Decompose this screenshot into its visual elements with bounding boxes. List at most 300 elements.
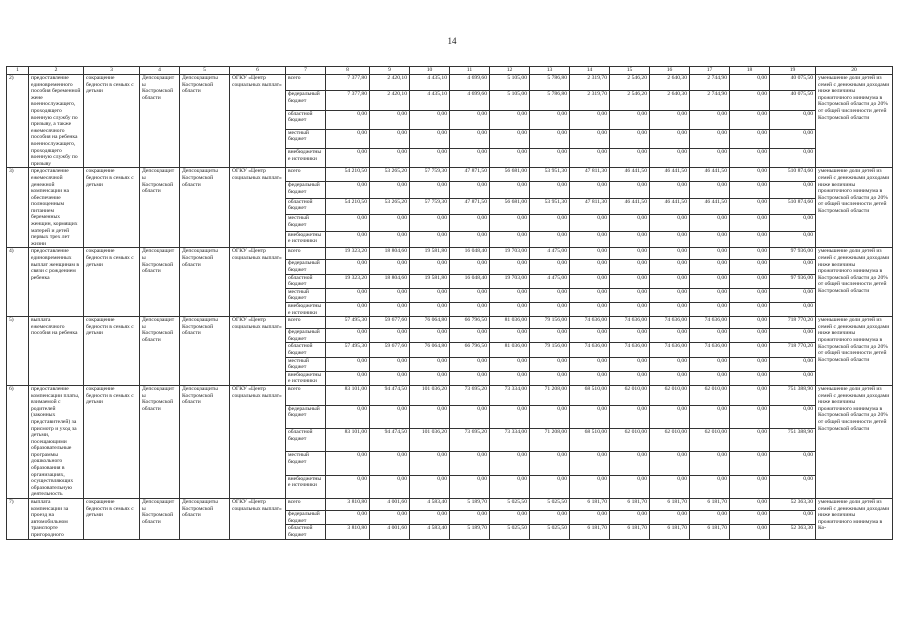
- amount-cell: 0,00: [770, 303, 816, 317]
- amount-cell: 71 208,00: [530, 429, 570, 452]
- amount-cell: 0,00: [530, 149, 570, 168]
- amount-cell: 0,00: [490, 215, 530, 232]
- amount-cell: 7 377,80: [326, 75, 370, 91]
- amount-cell: 4 699,60: [450, 91, 490, 110]
- participant: Депсоцзащиты Костромской области: [180, 248, 230, 317]
- amount-cell: 6 181,70: [570, 525, 610, 539]
- amount-cell: 2 744,90: [690, 75, 730, 91]
- amount-cell: 0,00: [326, 215, 370, 232]
- amount-cell: 0,00: [370, 475, 410, 498]
- amount-cell: 83 101,00: [326, 429, 370, 452]
- amount-cell: 5 025,50: [490, 525, 530, 539]
- amount-cell: 0,00: [770, 511, 816, 525]
- amount-cell: 0,00: [610, 215, 650, 232]
- amount-cell: 46 441,50: [650, 198, 690, 215]
- amount-cell: 4 699,60: [450, 75, 490, 91]
- amount-cell: 0,00: [650, 129, 690, 148]
- amount-cell: 19 703,00: [490, 248, 530, 260]
- funding-source: областной бюджет: [286, 274, 326, 288]
- amount-cell: 0,00: [690, 215, 730, 232]
- program-description: предоставление единовременных выплат женщинам в связи с рождением ребенка: [29, 248, 84, 317]
- amount-cell: 0,00: [450, 475, 490, 498]
- amount-cell: 0,00: [610, 231, 650, 248]
- implementing-organization: ОГКУ «Центр социальных выплат»: [230, 385, 286, 498]
- amount-cell: 40 075,50: [770, 91, 816, 110]
- column-header: 2: [29, 67, 84, 75]
- amount-cell: 57 495,30: [326, 343, 370, 357]
- amount-cell: 0,00: [410, 452, 450, 475]
- amount-cell: 0,00: [770, 182, 816, 199]
- amount-cell: 0,00: [690, 405, 730, 428]
- amount-cell: 0,00: [450, 182, 490, 199]
- amount-cell: 0,00: [650, 511, 690, 525]
- amount-cell: 0,00: [610, 288, 650, 302]
- column-header: 13: [530, 67, 570, 75]
- amount-cell: 0,00: [410, 329, 450, 343]
- expected-result: уменьшение доли детей из семей с денежными доходами ниже величины прожиточного минимума в Ко-: [816, 499, 893, 540]
- funding-source: областной бюджет: [286, 110, 326, 129]
- amount-cell: 0,00: [650, 110, 690, 129]
- column-header: 3: [84, 67, 140, 75]
- amount-cell: 0,00: [570, 260, 610, 274]
- amount-cell: 0,00: [530, 329, 570, 343]
- amount-cell: 0,00: [770, 110, 816, 129]
- amount-cell: 19 581,80: [410, 248, 450, 260]
- amount-cell: 81 036,00: [490, 343, 530, 357]
- amount-cell: 0,00: [650, 231, 690, 248]
- amount-cell: 0,00: [410, 149, 450, 168]
- amount-cell: 0,00: [730, 288, 770, 302]
- amount-cell: 74 636,00: [690, 343, 730, 357]
- amount-cell: 0,00: [450, 288, 490, 302]
- amount-cell: 0,00: [370, 357, 410, 371]
- program-goal: сокращение бедности в семьях с детьми: [84, 248, 140, 317]
- amount-cell: 0,00: [530, 231, 570, 248]
- amount-cell: 5 105,00: [490, 75, 530, 91]
- column-header: 15: [610, 67, 650, 75]
- page-number: 14: [447, 36, 457, 46]
- amount-cell: 0,00: [570, 303, 610, 317]
- amount-cell: 0,00: [570, 129, 610, 148]
- amount-cell: 0,00: [490, 452, 530, 475]
- amount-cell: 6 181,70: [650, 499, 690, 511]
- amount-cell: 0,00: [450, 260, 490, 274]
- amount-cell: 18 804,60: [370, 274, 410, 288]
- participant: Депсоцзащиты Костромской области: [180, 75, 230, 168]
- amount-cell: 0,00: [650, 371, 690, 385]
- funding-source: федеральный бюджет: [286, 405, 326, 428]
- amount-cell: 74 636,00: [690, 317, 730, 329]
- amount-cell: 0,00: [490, 329, 530, 343]
- column-header: 6: [230, 67, 286, 75]
- amount-cell: 0,00: [370, 329, 410, 343]
- amount-cell: 0,00: [690, 149, 730, 168]
- amount-cell: 0,00: [370, 231, 410, 248]
- amount-cell: 0,00: [370, 511, 410, 525]
- amount-cell: 0,00: [490, 129, 530, 148]
- expected-result: уменьшение доли детей из семей с денежными доходами ниже величины прожиточного минимума в Костромской области до 20% от общей численности детей Костромской области: [816, 248, 893, 317]
- program-row: [7, 75, 893, 91]
- amount-cell: 19 323,20: [326, 248, 370, 260]
- amount-cell: 46 441,50: [690, 168, 730, 182]
- amount-cell: 0,00: [410, 182, 450, 199]
- funding-source: областной бюджет: [286, 525, 326, 539]
- amount-cell: 0,00: [326, 231, 370, 248]
- column-header: 9: [370, 67, 410, 75]
- amount-cell: 0,00: [770, 129, 816, 148]
- amount-cell: 0,00: [690, 274, 730, 288]
- participant: Депсоцзащиты Костромской области: [180, 499, 230, 540]
- amount-cell: 4 583,40: [410, 499, 450, 511]
- expected-result: уменьшение доли детей из семей с денежными доходами ниже величины прожиточного минимума в Костромской области до 20% от общей численности детей Костромской области: [816, 317, 893, 386]
- amount-cell: 0,00: [730, 149, 770, 168]
- amount-cell: 46 441,50: [650, 168, 690, 182]
- amount-cell: 0,00: [690, 329, 730, 343]
- amount-cell: 0,00: [690, 288, 730, 302]
- amount-cell: 5 189,70: [450, 525, 490, 539]
- funding-source: федеральный бюджет: [286, 182, 326, 199]
- implementing-organization: ОГКУ «Центр социальных выплат»: [230, 168, 286, 248]
- amount-cell: 0,00: [730, 274, 770, 288]
- amount-cell: 0,00: [570, 475, 610, 498]
- amount-cell: 0,00: [730, 91, 770, 110]
- amount-cell: 2 420,10: [370, 75, 410, 91]
- amount-cell: 6 181,70: [650, 525, 690, 539]
- amount-cell: 0,00: [610, 182, 650, 199]
- amount-cell: 101 036,20: [410, 429, 450, 452]
- funding-source: местный бюджет: [286, 288, 326, 302]
- amount-cell: 56 681,00: [490, 198, 530, 215]
- amount-cell: 0,00: [450, 110, 490, 129]
- program-table: [6, 66, 893, 540]
- amount-cell: 0,00: [730, 129, 770, 148]
- amount-cell: 62 010,00: [650, 429, 690, 452]
- amount-cell: 0,00: [326, 149, 370, 168]
- amount-cell: 0,00: [730, 357, 770, 371]
- amount-cell: 0,00: [530, 511, 570, 525]
- header-row: [7, 67, 893, 75]
- column-header: 20: [816, 67, 893, 75]
- column-header: 18: [730, 67, 770, 75]
- amount-cell: 68 510,00: [570, 385, 610, 405]
- program-goal: сокращение бедности в семьях с детьми: [84, 499, 140, 540]
- amount-cell: 0,00: [690, 182, 730, 199]
- amount-cell: 0,00: [610, 149, 650, 168]
- amount-cell: 54 210,50: [326, 168, 370, 182]
- amount-cell: 74 636,00: [570, 317, 610, 329]
- amount-cell: 0,00: [730, 182, 770, 199]
- amount-cell: 101 036,20: [410, 385, 450, 405]
- amount-cell: 57 495,30: [326, 317, 370, 329]
- amount-cell: 81 036,00: [490, 317, 530, 329]
- amount-cell: 0,00: [370, 129, 410, 148]
- amount-cell: 0,00: [450, 303, 490, 317]
- amount-cell: 0,00: [530, 475, 570, 498]
- amount-cell: 0,00: [490, 303, 530, 317]
- amount-cell: 0,00: [770, 405, 816, 428]
- amount-cell: 0,00: [490, 260, 530, 274]
- table-body: [7, 75, 893, 540]
- amount-cell: 0,00: [326, 260, 370, 274]
- amount-cell: 0,00: [570, 452, 610, 475]
- amount-cell: 16 048,40: [450, 248, 490, 260]
- amount-cell: 2 744,90: [690, 91, 730, 110]
- row-number: 6): [7, 385, 29, 498]
- amount-cell: 0,00: [326, 475, 370, 498]
- amount-cell: 0,00: [730, 343, 770, 357]
- amount-cell: 0,00: [370, 260, 410, 274]
- amount-cell: 76 064,80: [410, 317, 450, 329]
- participant: Депсоцзащиты Костромской области: [180, 385, 230, 498]
- amount-cell: 0,00: [490, 110, 530, 129]
- amount-cell: 0,00: [570, 231, 610, 248]
- amount-cell: 0,00: [730, 511, 770, 525]
- amount-cell: 0,00: [770, 288, 816, 302]
- expected-result: уменьшение доли детей из семей с денежными доходами ниже величины прожиточного минимума в Костромской области до 20% от общей численности детей Костромской области: [816, 75, 893, 168]
- amount-cell: 0,00: [730, 452, 770, 475]
- amount-cell: 53 265,20: [370, 198, 410, 215]
- amount-cell: 18 804,60: [370, 248, 410, 260]
- amount-cell: 0,00: [730, 371, 770, 385]
- amount-cell: 47 811,30: [570, 168, 610, 182]
- amount-cell: 0,00: [410, 215, 450, 232]
- funding-source: местный бюджет: [286, 215, 326, 232]
- amount-cell: 0,00: [730, 231, 770, 248]
- amount-cell: 0,00: [326, 371, 370, 385]
- amount-cell: 6 181,70: [690, 499, 730, 511]
- program-row: [7, 248, 893, 260]
- program-description: выплата компенсации за проезд на автомобильном транспорте пригородного: [29, 499, 84, 540]
- amount-cell: 79 156,00: [530, 343, 570, 357]
- amount-cell: 751 388,90: [770, 385, 816, 405]
- amount-cell: 0,00: [650, 303, 690, 317]
- amount-cell: 71 208,00: [530, 385, 570, 405]
- amount-cell: 0,00: [610, 303, 650, 317]
- amount-cell: 94 474,50: [370, 385, 410, 405]
- funding-source: всего: [286, 317, 326, 329]
- column-header: 19: [770, 67, 816, 75]
- amount-cell: 0,00: [730, 198, 770, 215]
- amount-cell: 0,00: [650, 405, 690, 428]
- amount-cell: 0,00: [370, 149, 410, 168]
- amount-cell: 0,00: [610, 274, 650, 288]
- amount-cell: 79 156,00: [530, 317, 570, 329]
- program-goal: сокращение бедности в семьях с детьми: [84, 168, 140, 248]
- amount-cell: 0,00: [570, 405, 610, 428]
- amount-cell: 0,00: [610, 405, 650, 428]
- program-row: [7, 317, 893, 329]
- amount-cell: 0,00: [650, 182, 690, 199]
- amount-cell: 0,00: [650, 452, 690, 475]
- amount-cell: 74 636,00: [650, 317, 690, 329]
- amount-cell: 62 010,00: [610, 385, 650, 405]
- amount-cell: 0,00: [770, 215, 816, 232]
- amount-cell: 0,00: [490, 371, 530, 385]
- amount-cell: 0,00: [690, 303, 730, 317]
- funding-source: внебюджетные источники: [286, 475, 326, 498]
- amount-cell: 0,00: [730, 405, 770, 428]
- amount-cell: 0,00: [490, 511, 530, 525]
- amount-cell: 6 181,70: [690, 525, 730, 539]
- funding-source: федеральный бюджет: [286, 260, 326, 274]
- amount-cell: 3 810,80: [326, 525, 370, 539]
- amount-cell: 510 874,60: [770, 198, 816, 215]
- amount-cell: 57 759,30: [410, 198, 450, 215]
- amount-cell: 2 319,70: [570, 91, 610, 110]
- participant: Депсоцзащиты Костромской области: [180, 317, 230, 386]
- amount-cell: 0,00: [650, 260, 690, 274]
- amount-cell: 751 388,90: [770, 429, 816, 452]
- amount-cell: 52 363,30: [770, 499, 816, 511]
- amount-cell: 5 025,50: [530, 525, 570, 539]
- amount-cell: 0,00: [570, 371, 610, 385]
- amount-cell: 0,00: [570, 110, 610, 129]
- amount-cell: 0,00: [530, 303, 570, 317]
- amount-cell: 2 319,70: [570, 75, 610, 91]
- column-header: 1: [7, 67, 29, 75]
- amount-cell: 7 377,80: [326, 91, 370, 110]
- implementing-organization: ОГКУ «Центр социальных выплат»: [230, 75, 286, 168]
- funding-source: областной бюджет: [286, 429, 326, 452]
- funding-source: местный бюджет: [286, 357, 326, 371]
- program-row: [7, 385, 893, 405]
- column-header: 11: [450, 67, 490, 75]
- funding-source: внебюджетные источники: [286, 303, 326, 317]
- row-number: 2): [7, 75, 29, 168]
- amount-cell: 0,00: [326, 452, 370, 475]
- amount-cell: 47 811,30: [570, 198, 610, 215]
- expected-result: уменьшение доли детей из семей с денежными доходами ниже величины прожиточного минимума в Костромской области до 20% от общей численности детей Костромской области: [816, 168, 893, 248]
- funding-source: областной бюджет: [286, 198, 326, 215]
- amount-cell: 0,00: [730, 110, 770, 129]
- amount-cell: 0,00: [370, 371, 410, 385]
- funding-source: всего: [286, 75, 326, 91]
- amount-cell: 0,00: [610, 357, 650, 371]
- amount-cell: 0,00: [490, 405, 530, 428]
- amount-cell: 0,00: [490, 231, 530, 248]
- amount-cell: 0,00: [650, 248, 690, 260]
- funding-source: федеральный бюджет: [286, 511, 326, 525]
- amount-cell: 0,00: [326, 182, 370, 199]
- funding-source: федеральный бюджет: [286, 329, 326, 343]
- amount-cell: 0,00: [410, 511, 450, 525]
- amount-cell: 0,00: [410, 110, 450, 129]
- program-description: выплата ежемесячного пособия на ребенка: [29, 317, 84, 386]
- funding-source: всего: [286, 248, 326, 260]
- amount-cell: 0,00: [450, 371, 490, 385]
- implementing-organization: ОГКУ «Центр социальных выплат»: [230, 499, 286, 540]
- amount-cell: 57 759,30: [410, 168, 450, 182]
- amount-cell: 19 703,00: [490, 274, 530, 288]
- amount-cell: 94 474,50: [370, 429, 410, 452]
- amount-cell: 0,00: [690, 110, 730, 129]
- amount-cell: 0,00: [530, 260, 570, 274]
- amount-cell: 19 581,80: [410, 274, 450, 288]
- amount-cell: 0,00: [410, 371, 450, 385]
- column-header: 10: [410, 67, 450, 75]
- amount-cell: 0,00: [370, 288, 410, 302]
- amount-cell: 0,00: [770, 231, 816, 248]
- amount-cell: 0,00: [450, 129, 490, 148]
- amount-cell: 0,00: [490, 288, 530, 302]
- amount-cell: 53 265,20: [370, 168, 410, 182]
- program-row: [7, 168, 893, 182]
- amount-cell: 0,00: [530, 129, 570, 148]
- amount-cell: 0,00: [770, 329, 816, 343]
- amount-cell: 6 181,70: [610, 525, 650, 539]
- amount-cell: 0,00: [730, 303, 770, 317]
- amount-cell: 0,00: [610, 371, 650, 385]
- amount-cell: 68 510,00: [570, 429, 610, 452]
- amount-cell: 0,00: [370, 110, 410, 129]
- amount-cell: 2 546,20: [610, 91, 650, 110]
- amount-cell: 0,00: [530, 215, 570, 232]
- amount-cell: 0,00: [690, 260, 730, 274]
- amount-cell: 0,00: [690, 231, 730, 248]
- amount-cell: 0,00: [410, 129, 450, 148]
- responsible-executor: Депсоцзащиты Костромской области: [140, 75, 180, 168]
- amount-cell: 19 323,20: [326, 274, 370, 288]
- amount-cell: 6 181,70: [610, 499, 650, 511]
- amount-cell: 0,00: [370, 452, 410, 475]
- amount-cell: 0,00: [450, 215, 490, 232]
- amount-cell: 0,00: [730, 168, 770, 182]
- amount-cell: 0,00: [650, 475, 690, 498]
- amount-cell: 0,00: [690, 371, 730, 385]
- amount-cell: 0,00: [610, 329, 650, 343]
- amount-cell: 5 025,50: [530, 499, 570, 511]
- amount-cell: 5 105,00: [490, 91, 530, 110]
- amount-cell: 0,00: [450, 511, 490, 525]
- amount-cell: 0,00: [690, 248, 730, 260]
- funding-source: местный бюджет: [286, 129, 326, 148]
- amount-cell: 0,00: [610, 452, 650, 475]
- column-header: 5: [180, 67, 230, 75]
- amount-cell: 73 695,20: [450, 385, 490, 405]
- funding-source: местный бюджет: [286, 452, 326, 475]
- amount-cell: 0,00: [650, 357, 690, 371]
- row-number: 7): [7, 499, 29, 540]
- amount-cell: 0,00: [690, 357, 730, 371]
- amount-cell: 0,00: [730, 248, 770, 260]
- amount-cell: 0,00: [610, 260, 650, 274]
- row-number: 4): [7, 248, 29, 317]
- funding-source: внебюджетные источники: [286, 149, 326, 168]
- program-description: предоставление единовременного пособия беременной жене военнослужащего, проходящего военную службу по призыву, а также ежемесячного пособия на ребенка военнослужащего, проходящего военную службу по призыву: [29, 75, 84, 168]
- amount-cell: 0,00: [370, 215, 410, 232]
- program-row: [7, 499, 893, 511]
- amount-cell: 2 640,30: [650, 75, 690, 91]
- amount-cell: 0,00: [650, 274, 690, 288]
- funding-source: федеральный бюджет: [286, 91, 326, 110]
- amount-cell: 2 640,30: [650, 91, 690, 110]
- funding-source: всего: [286, 168, 326, 182]
- amount-cell: 73 334,00: [490, 385, 530, 405]
- amount-cell: 46 441,50: [610, 198, 650, 215]
- amount-cell: 66 796,50: [450, 317, 490, 329]
- amount-cell: 56 681,00: [490, 168, 530, 182]
- implementing-organization: ОГКУ «Центр социальных выплат»: [230, 248, 286, 317]
- amount-cell: 0,00: [490, 357, 530, 371]
- amount-cell: 0,00: [650, 288, 690, 302]
- amount-cell: 0,00: [730, 525, 770, 539]
- program-description: предоставление ежемесячной денежной компенсации на обеспечение полноценным питанием беременных женщин, кормящих матерей и детей первых трех лет жизни: [29, 168, 84, 248]
- amount-cell: 718 770,20: [770, 317, 816, 329]
- amount-cell: 0,00: [326, 303, 370, 317]
- amount-cell: 46 441,50: [690, 198, 730, 215]
- amount-cell: 0,00: [770, 371, 816, 385]
- amount-cell: 0,00: [490, 182, 530, 199]
